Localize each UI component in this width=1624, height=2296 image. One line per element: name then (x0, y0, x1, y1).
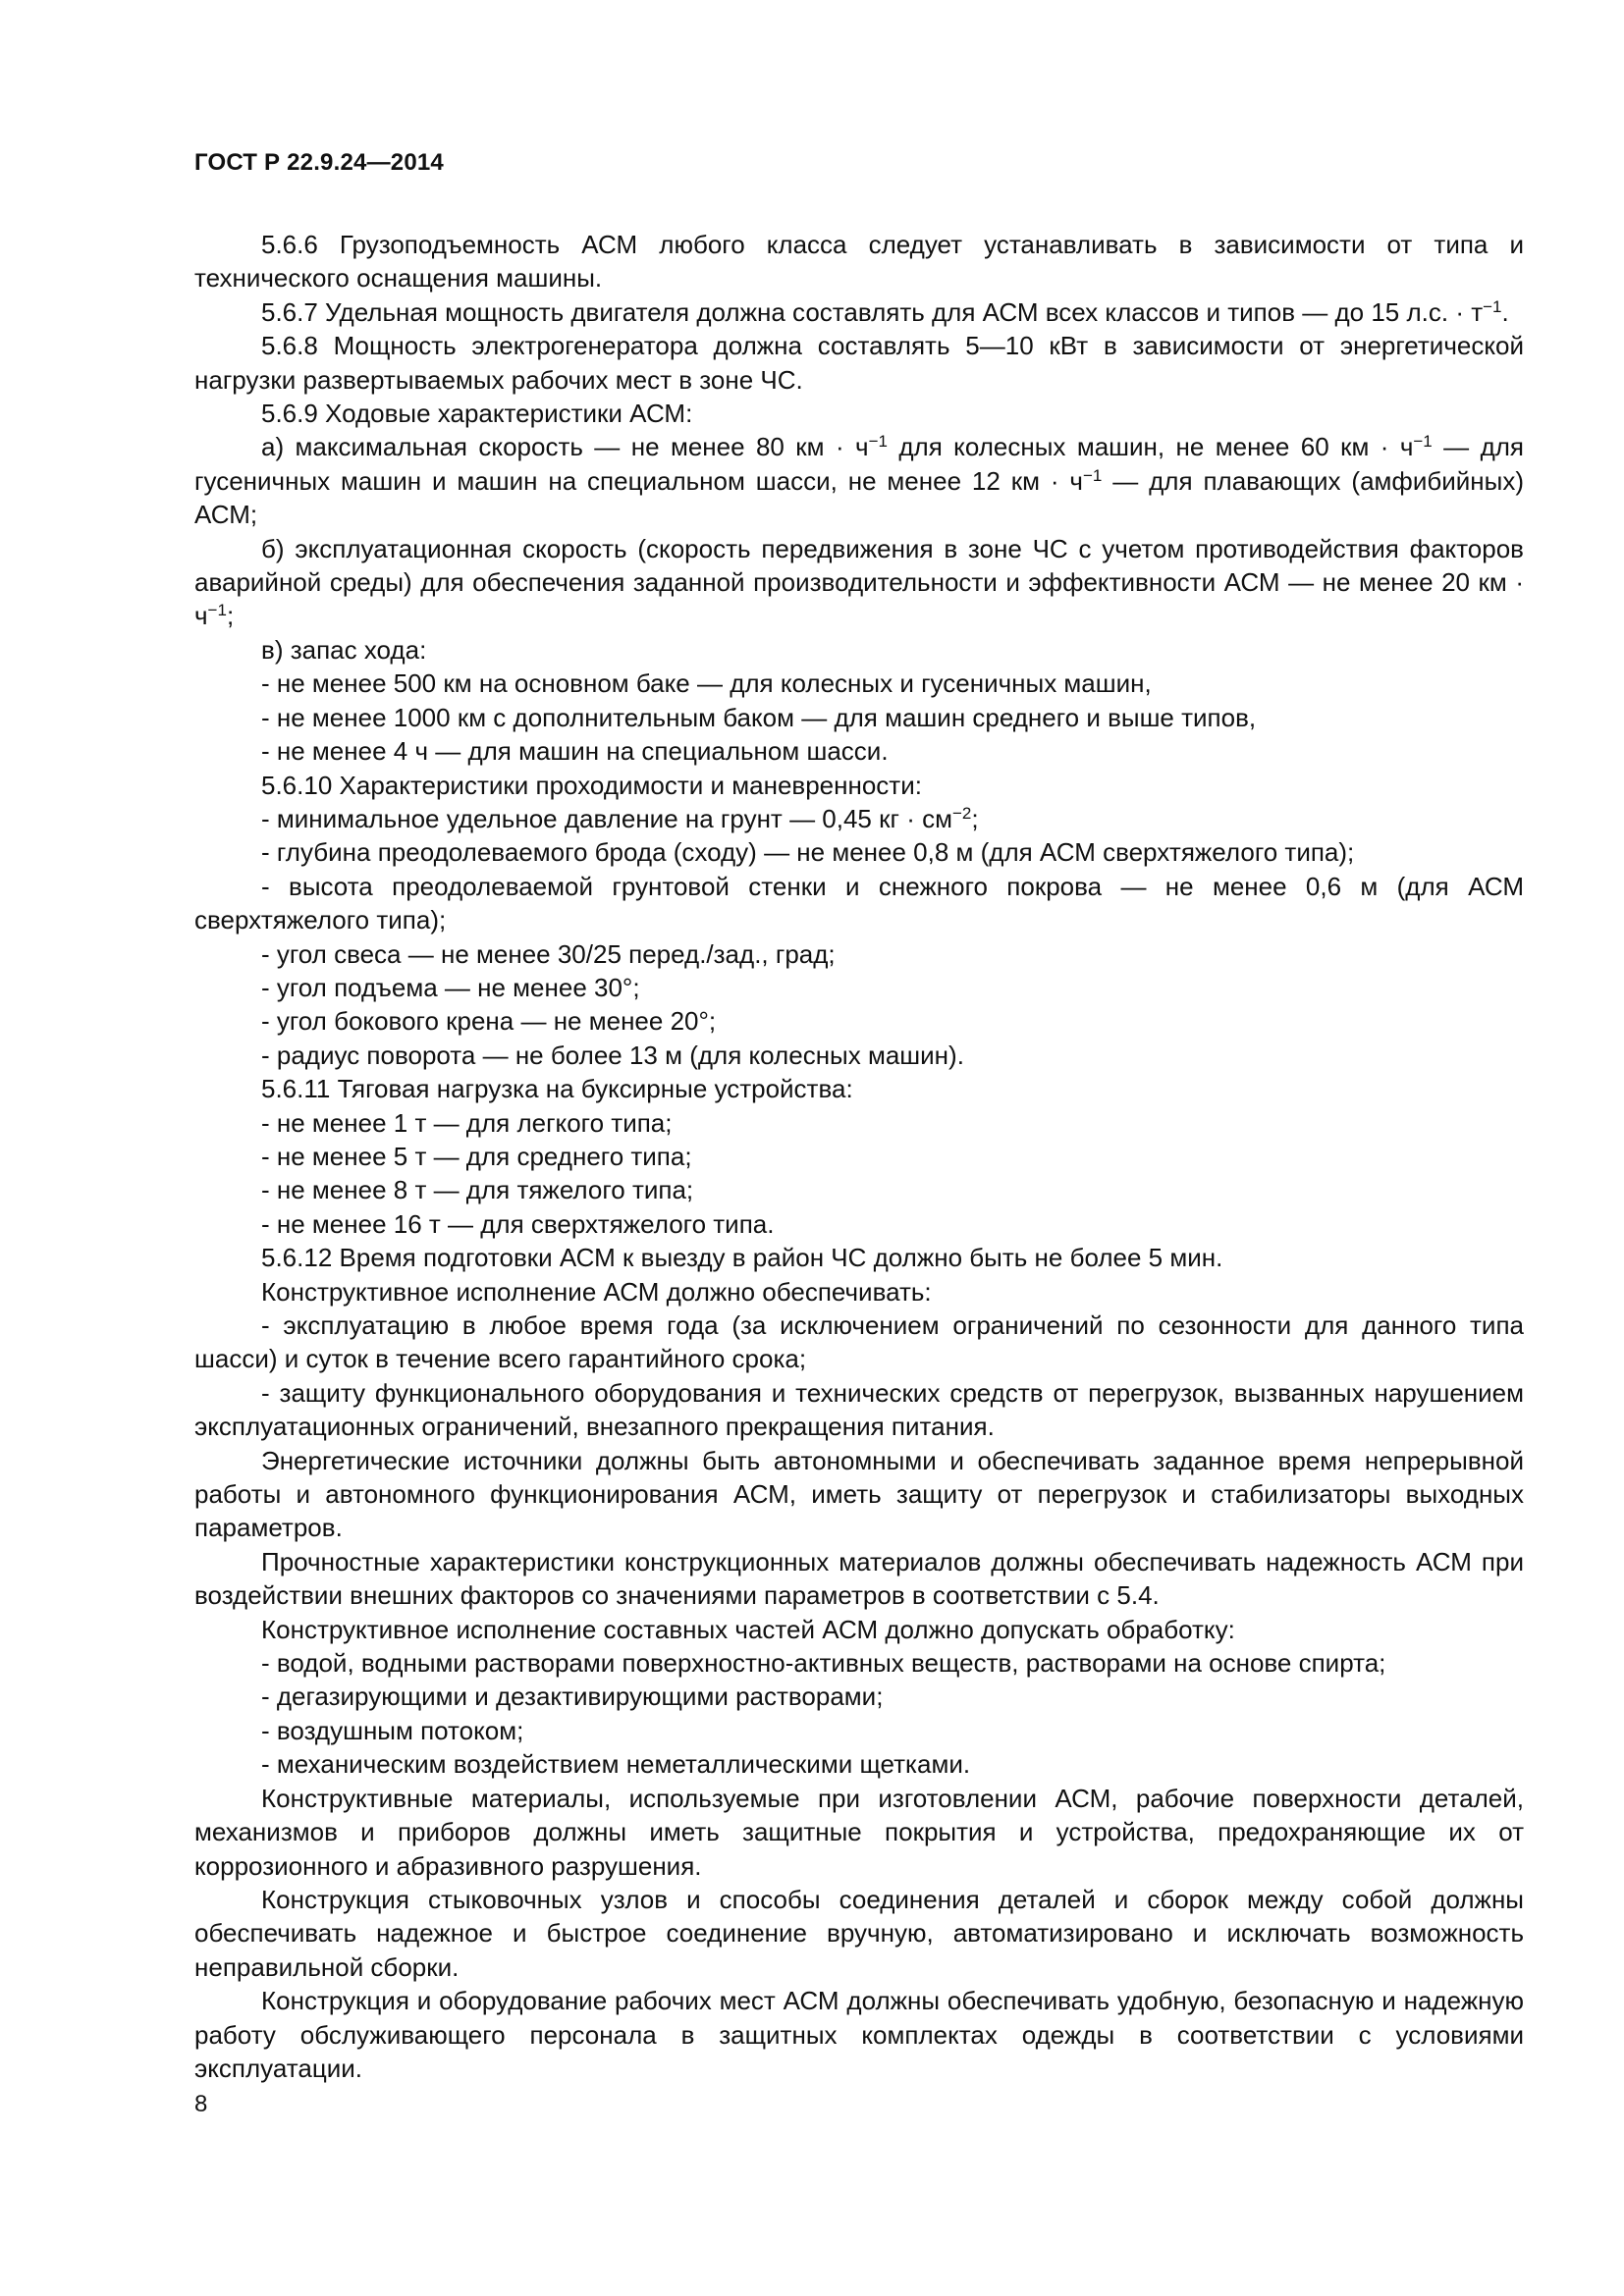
text-run: 5.6.9 Ходовые характеристики АСМ: (261, 399, 693, 429)
superscript: −2 (951, 803, 972, 823)
page-number: 8 (194, 2091, 208, 2117)
text-run: - воздушным потоком; (261, 1715, 524, 1745)
paragraph (194, 532, 1524, 633)
text-run: а) максимальная скорость — не менее 80 км · ч (261, 432, 869, 462)
text-run: - механическим воздействием неметаллическими щетками. (261, 1749, 971, 1780)
text-run: - дегазирующими и дезактивирующими растворами; (261, 1682, 884, 1712)
text-run: ; (226, 601, 235, 631)
text-run: - угол подъема — не менее 30°; (261, 972, 640, 1002)
text-run: - угол свеса — не менее 30/25 перед./зад., град; (261, 938, 836, 969)
text-run: для колесных машин, не менее 60 км · ч (887, 432, 1414, 462)
paragraph (194, 1241, 1524, 1274)
paragraph (194, 1883, 1524, 1984)
list-item (194, 835, 1524, 869)
text-run: - высота преодолеваемой грунтовой стенки и снежного покрова — не менее 0,6 м (для АСМ сверхтяжелого типа); (194, 871, 1524, 935)
text-run: Конструкция и оборудование рабочих мест АСМ должны обеспечивать удобную, безопасную и надежную работу обслуживающего персонала в защитных комплектах одежды в соответствии с условиями эксплуатации. (194, 1986, 1524, 2083)
paragraph (194, 1545, 1524, 1613)
list-item (194, 667, 1524, 700)
text-run: - не менее 1000 км с дополнительным баком — для машин среднего и выше типов, (261, 702, 1257, 732)
text-run: - не менее 1 т — для легкого типа; (261, 1107, 673, 1138)
text-run: - радиус поворота — не более 13 м (для колесных машин). (261, 1040, 964, 1070)
text-run: 5.6.6 Грузоподъемность АСМ любого класса следует устанавливать в зависимости от типа и технического оснащения машины. (194, 230, 1524, 294)
text-run: - защиту функционального оборудования и технических средств от перегрузок, вызванных нарушением эксплуатационных ограничений, внезапного прекращения питания. (194, 1377, 1524, 1442)
paragraph (194, 1613, 1524, 1646)
paragraph (194, 1444, 1524, 1545)
text-run: б) эксплуатационная скорость (скорость передвижения в зоне ЧС с учетом противодействия факторов аварийной среды) для обеспечения заданной производительности и эффективности АСМ — не менее 20 км · ч (194, 533, 1524, 631)
text-run: - не менее 16 т — для сверхтяжелого типа. (261, 1208, 775, 1239)
paragraph (194, 228, 1524, 295)
paragraph (194, 769, 1524, 802)
text-run: - глубина преодолеваемого брода (сходу) — не менее 0,8 м (для АСМ сверхтяжелого типа); (261, 837, 1355, 868)
text-run: - водой, водными растворами поверхностно-активных веществ, растворами на основе спирта; (261, 1648, 1386, 1679)
text-run: Прочностные характеристики конструкционных материалов должны обеспечивать надежность АСМ при воздействии внешних факторов со значениями параметров в соответствии с 5.4. (194, 1546, 1524, 1611)
list-item (194, 937, 1524, 971)
text-run: — для плавающих (амфибийных) АСМ; (194, 465, 1524, 530)
list-item (194, 734, 1524, 768)
list-item (194, 1004, 1524, 1038)
paragraph (194, 329, 1524, 397)
text-run: - угол бокового крена — не менее 20°; (261, 1006, 717, 1037)
paragraph (194, 1984, 1524, 2085)
paragraph (194, 870, 1524, 937)
document-body (194, 228, 1524, 2085)
paragraph (194, 1308, 1524, 1376)
list-item (194, 1680, 1524, 1713)
list-item (194, 1106, 1524, 1140)
superscript: −1 (868, 432, 888, 452)
superscript: −1 (207, 601, 227, 620)
superscript: −1 (1483, 296, 1502, 316)
paragraph (194, 430, 1524, 531)
text-run: 5.6.10 Характеристики проходимости и маневренности: (261, 770, 922, 800)
list-item (194, 1207, 1524, 1241)
text-run: . (1501, 296, 1509, 327)
list-item (194, 1646, 1524, 1680)
text-run: Конструкция стыковочных узлов и способы соединения деталей и сборок между собой должны обеспечивать надежное и быстрое соединение вручную, автоматизировано и исключать возможность неправильной сборки. (194, 1884, 1524, 1982)
list-item (194, 1039, 1524, 1072)
text-run: Конструктивное исполнение АСМ должно обеспечивать: (261, 1276, 932, 1307)
paragraph (194, 1376, 1524, 1444)
list-item (194, 1140, 1524, 1173)
text-run: 5.6.11 Тяговая нагрузка на буксирные устройства: (261, 1074, 853, 1104)
text-run: Энергетические источники должны быть автономными и обеспечивать заданное время непрерывной работы и автономного функционирования АСМ, иметь защиту от перегрузок и стабилизаторы выходных параметров. (194, 1445, 1524, 1543)
text-run: 5.6.7 Удельная мощность двигателя должна составлять для АСМ всех классов и типов — до 15 л.с. · т (261, 296, 1484, 327)
document-header: ГОСТ Р 22.9.24—2014 (194, 149, 444, 176)
list-item (194, 802, 1524, 835)
text-run: - не менее 4 ч — для машин на специальном шасси. (261, 736, 889, 767)
text-run: - минимальное удельное давление на грунт — 0,45 кг · см (261, 803, 952, 833)
text-run: Конструктивное исполнение составных частей АСМ должно допускать обработку: (261, 1614, 1235, 1644)
paragraph (194, 633, 1524, 667)
text-run: 5.6.12 Время подготовки АСМ к выезду в район ЧС должно быть не более 5 мин. (261, 1243, 1223, 1273)
list-item (194, 1173, 1524, 1206)
text-run: 5.6.8 Мощность электрогенератора должна составлять 5—10 кВт в зависимости от энергетической нагрузки развертываемых рабочих мест в зоне ЧС. (194, 331, 1524, 395)
text-run: в) запас хода: (261, 634, 427, 665)
paragraph (194, 1782, 1524, 1883)
text-run: - не менее 500 км на основном баке — для колесных и гусеничных машин, (261, 668, 1152, 699)
text-run: — для гусеничных машин и машин на специальном шасси, не менее 12 км · ч (194, 432, 1524, 496)
text-run: ; (971, 803, 979, 833)
text-run: - не менее 5 т — для среднего типа; (261, 1141, 692, 1171)
list-item (194, 1714, 1524, 1747)
list-item (194, 971, 1524, 1004)
superscript: −1 (1082, 465, 1103, 485)
text-run: Конструктивные материалы, используемые при изготовлении АСМ, рабочие поверхности деталей, механизмов и приборов должны иметь защитные покрытия и устройства, предохраняющие их от коррозионного и абразивного разрушения. (194, 1783, 1524, 1881)
superscript: −1 (1413, 432, 1433, 452)
text-run: - эксплуатацию в любое время года (за исключением ограничений по сезонности для данного типа шасси) и суток в течение всего гарантийного срока; (194, 1310, 1524, 1374)
text-run: - не менее 8 т — для тяжелого типа; (261, 1175, 694, 1205)
list-item (194, 701, 1524, 734)
paragraph (194, 1072, 1524, 1105)
list-item (194, 1747, 1524, 1781)
paragraph (194, 1275, 1524, 1308)
paragraph (194, 295, 1524, 329)
paragraph (194, 397, 1524, 430)
